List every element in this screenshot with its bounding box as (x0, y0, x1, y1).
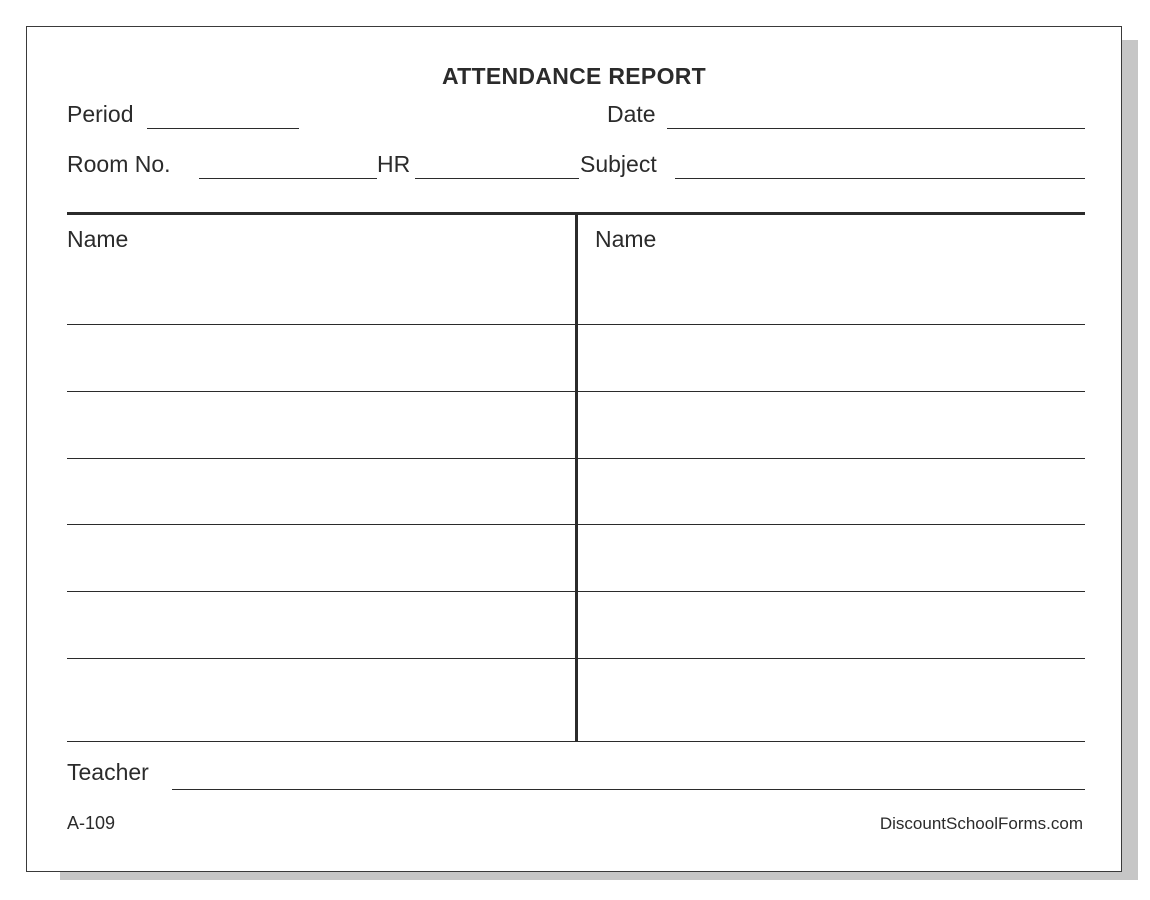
name-row-line[interactable] (67, 658, 1085, 659)
period-label: Period (67, 101, 134, 127)
room-label: Room No. (67, 151, 171, 177)
teacher-field[interactable] (172, 789, 1085, 790)
name-row-line[interactable] (67, 391, 1085, 392)
subject-field[interactable] (675, 178, 1085, 179)
name-row-line[interactable] (67, 324, 1085, 325)
hr-label: HR (377, 151, 411, 177)
name-header-left: Name (67, 226, 129, 252)
website-text: DiscountSchoolForms.com (879, 814, 1083, 833)
name-row-line[interactable] (67, 458, 1085, 459)
hr-field[interactable] (415, 178, 579, 179)
form-code: A-109 (67, 813, 116, 833)
name-row-line[interactable] (67, 741, 1085, 742)
column-divider (575, 214, 578, 742)
attendance-form (26, 26, 1122, 872)
room-field[interactable] (199, 178, 377, 179)
period-field[interactable] (147, 128, 299, 129)
name-row-line[interactable] (67, 524, 1085, 525)
teacher-label: Teacher (67, 759, 149, 785)
subject-label: Subject (580, 151, 657, 177)
date-label: Date (607, 101, 656, 127)
name-row-line[interactable] (67, 591, 1085, 592)
form-title: ATTENDANCE REPORT (441, 63, 707, 89)
name-header-right: Name (595, 226, 657, 252)
date-field[interactable] (667, 128, 1085, 129)
